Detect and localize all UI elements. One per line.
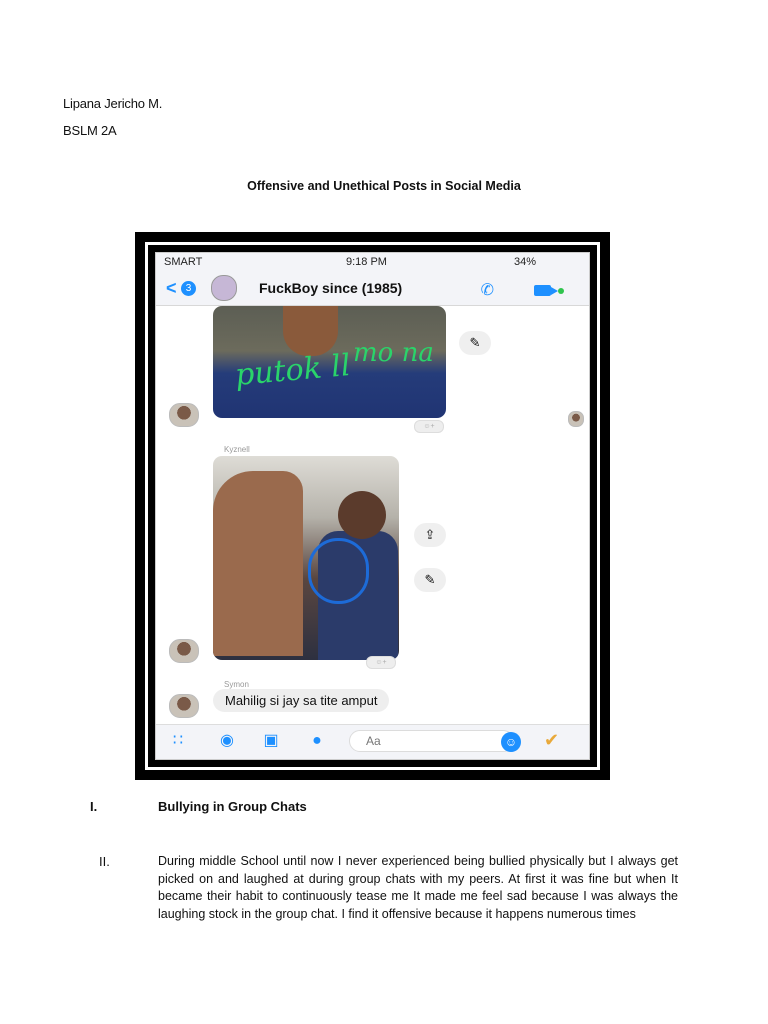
battery-label: 34% (514, 256, 537, 268)
pencil-icon: ✎ (414, 568, 446, 592)
emoji-icon: ☺ (501, 732, 521, 752)
pencil-icon: ✎ (459, 331, 491, 355)
online-dot (558, 288, 564, 294)
avatar (169, 403, 199, 427)
composer-bar (156, 724, 589, 759)
message-input: Aa (349, 730, 514, 752)
section-number: I. (90, 799, 98, 814)
sender-name: Symon (224, 680, 249, 689)
camera-icon: ◉ (220, 732, 234, 749)
clock-label: 9:18 PM (346, 256, 387, 268)
thumbs-up-icon: ✔ (544, 730, 560, 750)
back-arrow-icon: < (166, 278, 177, 298)
group-avatar (211, 275, 237, 301)
phone-screen (155, 252, 590, 760)
shared-photo-2 (213, 456, 399, 660)
sender-name: Kyznell (224, 445, 250, 454)
avatar (169, 639, 199, 663)
phone-icon: ✆ (480, 282, 494, 299)
photo-scribble-2: mo na (353, 338, 434, 368)
carrier-label: SMART (164, 256, 203, 268)
status-bar (156, 253, 589, 271)
photo-drawing (308, 538, 369, 604)
body-paragraph: During middle School until now I never experienced being bullied physically but I always get picked on and laughed at during group chats with my peers. At first it was fine but when It became their habit to continuously tease me It made me feel sad because I was always the laughing stock in the group chat. I find it offensive because it happens numerous times (158, 854, 678, 921)
unread-badge: 3 (181, 281, 196, 296)
shared-photo-1 (213, 306, 446, 418)
mic-icon: ● (312, 732, 322, 749)
author-name: Lipana Jericho M. (63, 96, 163, 111)
apps-icon: ∷ (172, 732, 184, 749)
screenshot-image (135, 232, 610, 780)
message-bubble: Mahilig si jay sa tite amput (213, 689, 389, 712)
chat-header (156, 271, 589, 306)
photo-person-head (338, 491, 386, 539)
class-section: BSLM 2A (63, 123, 117, 138)
avatar (169, 694, 199, 718)
reaction-placeholder: ☺+ (414, 420, 444, 433)
gallery-icon: ▣ (263, 732, 279, 749)
share-icon: ⇪ (414, 523, 446, 547)
document-title: Offensive and Unethical Posts in Social Media (247, 179, 521, 193)
avatar (568, 411, 584, 427)
photo-person (213, 471, 303, 656)
reaction-placeholder: ☺+ (366, 656, 396, 669)
section-heading: Bullying in Group Chats (158, 799, 307, 814)
video-icon (534, 285, 551, 296)
photo-face (283, 306, 338, 356)
chat-name: FuckBoy since (1985) (259, 280, 403, 296)
photo-scribble: putok ll (233, 348, 352, 393)
paragraph-number: II. (99, 854, 110, 869)
